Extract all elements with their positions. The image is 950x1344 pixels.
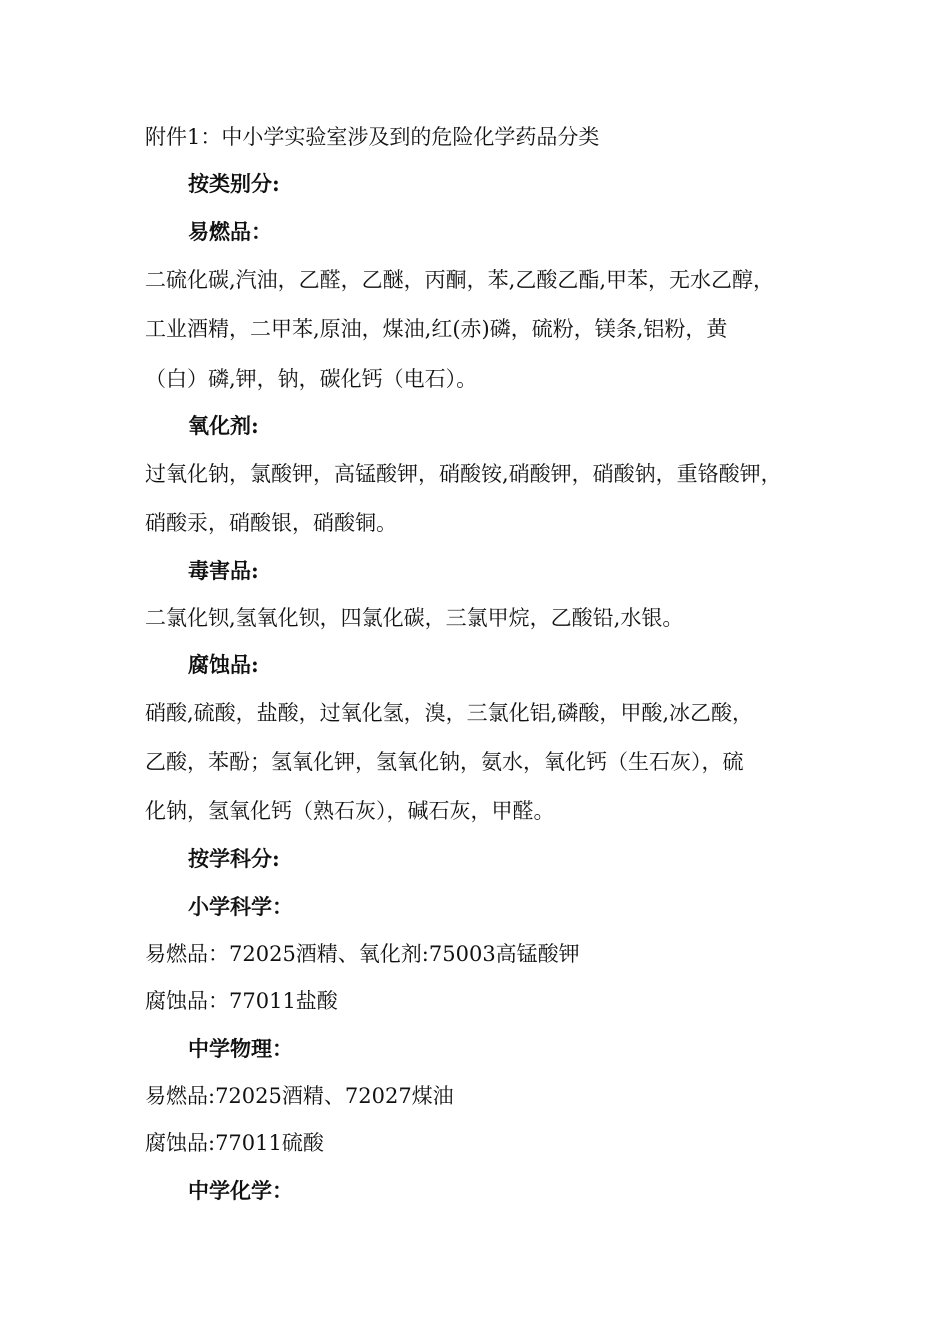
section-heading-by-category: 按类别分:	[188, 171, 280, 196]
subheading-toxic: 毒害品:	[188, 558, 259, 583]
subheading-middle-physics: 中学物理：	[188, 1036, 293, 1061]
middle-physics-line-1: 易燃品:72025酒精、72027煤油	[145, 1084, 454, 1108]
middle-physics-line-2: 腐蚀品:77011硫酸	[145, 1131, 324, 1155]
flammable-line-1: 二硫化碳,汽油，乙醛，乙醚，丙酮，苯,乙酸乙酯,甲苯，无水乙醇，	[145, 268, 775, 292]
section-heading-by-subject: 按学科分:	[188, 846, 280, 871]
subheading-oxidizer: 氧化剂:	[188, 413, 259, 438]
subheading-flammable: 易燃品：	[188, 219, 272, 244]
flammable-line-2: 工业酒精，二甲苯,原油，煤油,红(赤)磷，硫粉，镁条,铝粉，黄	[145, 317, 728, 341]
toxic-line-1: 二氯化钡,氢氧化钡，四氯化碳，三氯甲烷，乙酸铅,水银。	[145, 606, 684, 630]
oxidizer-line-1: 过氧化钠，氯酸钾，高锰酸钾，硝酸铵,硝酸钾，硝酸钠，重铬酸钾，	[145, 462, 782, 486]
primary-science-line-2: 腐蚀品：77011盐酸	[145, 989, 338, 1013]
document-title: 附件1：中小学实验室涉及到的危险化学药品分类	[145, 125, 600, 149]
flammable-line-3: （白）磷,钾，钠，碳化钙（电石）。	[145, 367, 478, 391]
subheading-corrosive: 腐蚀品:	[188, 652, 259, 677]
primary-science-line-1: 易燃品：72025酒精、氧化剂:75003高锰酸钾	[145, 942, 580, 966]
subheading-primary-science: 小学科学：	[188, 894, 293, 919]
subheading-middle-chemistry: 中学化学：	[188, 1178, 293, 1203]
corrosive-line-1: 硝酸,硫酸，盐酸，过氧化氢，溴，三氯化铝,磷酸，甲酸,冰乙酸，	[145, 701, 754, 725]
oxidizer-line-2: 硝酸汞，硝酸银，硝酸铜。	[145, 511, 397, 535]
corrosive-line-3: 化钠，氢氧化钙（熟石灰），碱石灰，甲醛。	[145, 799, 555, 823]
corrosive-line-2: 乙酸，苯酚；氢氧化钾，氢氧化钠，氨水，氧化钙（生石灰），硫	[145, 750, 744, 774]
